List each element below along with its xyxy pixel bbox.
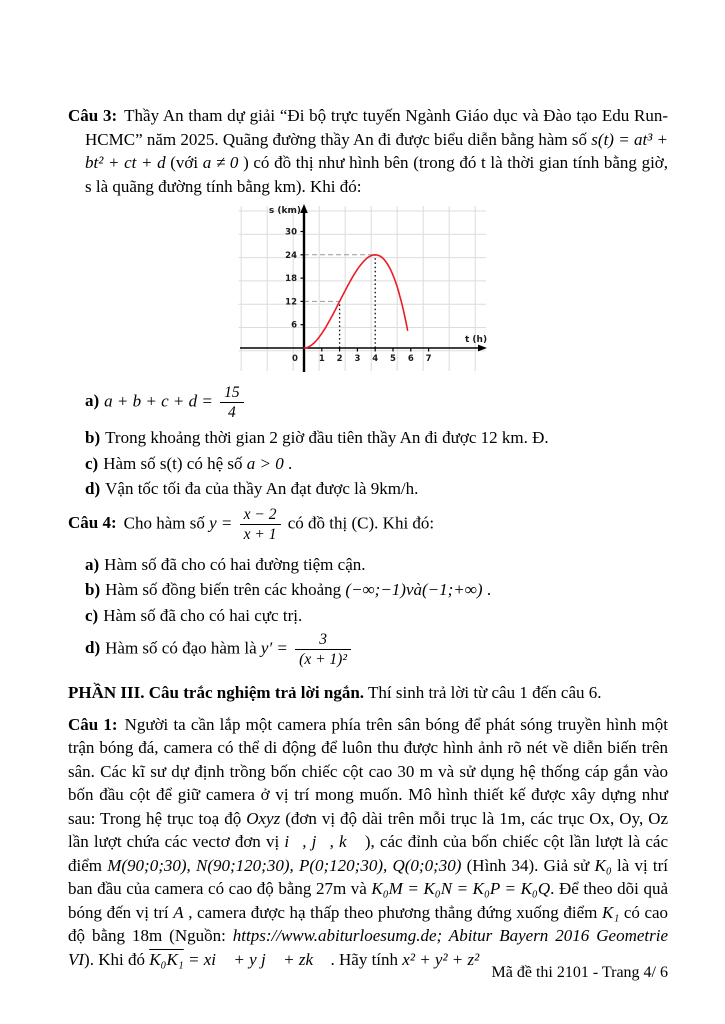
distance-time-chart (238, 202, 488, 374)
question-3 (68, 104, 668, 198)
svg-text:0: 0 (292, 354, 298, 364)
fraction-numerator: 15 (220, 384, 244, 403)
fraction-numerator: x − 2 (240, 506, 281, 525)
q3-option-d (68, 477, 668, 501)
q1-math-unit-vectors: i⃗, j⃗, k⃗ (284, 832, 360, 851)
question-4-label: Câu 4: (68, 512, 117, 532)
svg-text:3: 3 (354, 354, 361, 364)
q4-option-b (68, 578, 668, 602)
q1-math-distances: K₀M = K₀N = K₀P = K₀Q (371, 879, 551, 898)
svg-text:24: 24 (285, 250, 297, 261)
q4-text-2: có đồ thị (C). Khi đó: (287, 512, 435, 532)
q1-math-k1: K₁ (601, 902, 620, 922)
question-3-label: Câu 3: (68, 106, 118, 125)
q4-option-c-text: Hàm số đã cho có hai cực trị. (103, 605, 303, 625)
q3-formula: s(t) = at³ + bt² + ct + d (85, 129, 668, 172)
fraction-denominator: (x + 1)² (299, 651, 347, 668)
fraction (220, 384, 244, 421)
part-3-title: PHẦN III. Câu trắc nghiệm trả lời ngắn. (68, 683, 365, 702)
q1-text-4: (Hình 34). Giả sử (466, 855, 590, 875)
q1-text-6: . Để theo dõi quả bóng đến vị trí (68, 879, 669, 922)
svg-text:4: 4 (372, 354, 379, 364)
q4-text-1: Cho hàm số (123, 512, 205, 532)
q4-option-d-math: y′ = (260, 638, 288, 658)
fraction-numerator: 3 (295, 631, 351, 650)
q3-graph (238, 202, 488, 374)
q3-options (68, 384, 668, 501)
page-footer: Mã đề thi 2101 - Trang 4/ 6 (491, 964, 668, 981)
question-1-label: Câu 1: (68, 714, 118, 734)
q3-option-c-text: Hàm số s(t) có hệ số (103, 453, 243, 473)
svg-text:t (h): t (h) (465, 335, 488, 345)
q3-option-c-math: a > 0 (246, 453, 284, 473)
q1-text-10: . Hãy tính (330, 949, 399, 969)
q3-text-2: (với (170, 153, 199, 172)
q1-text-3: ), các đỉnh của bốn chiếc cột lần lượt là các điểm (68, 832, 669, 875)
q3-option-c (68, 452, 668, 476)
q4-option-a (68, 553, 668, 577)
q4-option-d-label: d) (85, 638, 101, 658)
q4-option-c-label: c) (85, 605, 99, 625)
q4-formula-lhs: y = (209, 512, 233, 532)
q3-option-a-math: a + b + c + d = (104, 391, 213, 411)
q1-math-k0: K₀ (594, 855, 612, 875)
q1-source-link: https://www.abiturloesumg.de; Abitur Bayern 2016 Geometrie VI (68, 926, 668, 969)
q1-math-points: M(90;0;30), N(90;120;30), P(0;120;30), Q(0;0;30) (107, 855, 462, 875)
q1-math-target: x² + y² + z² (402, 949, 480, 969)
svg-text:7: 7 (425, 354, 432, 364)
part-3-instruction: Thí sinh trả lời từ câu 1 đến câu 6. (368, 683, 602, 702)
svg-text:30: 30 (285, 227, 297, 238)
q3-option-c-tail: . (287, 453, 293, 473)
svg-text:18: 18 (285, 274, 297, 285)
svg-text:s (km): s (km) (268, 206, 301, 216)
svg-text:12: 12 (285, 297, 297, 308)
question-1 (68, 713, 668, 972)
q4-option-b-text: Hàm số đồng biến trên các khoảng (105, 580, 342, 599)
svg-text:6: 6 (407, 354, 414, 364)
q3-option-d-text: Vận tốc tối đa của thầy An đạt được là 9km/h. (105, 479, 419, 498)
q4-option-d-text: Hàm số có đạo hàm là (105, 638, 257, 658)
q1-text-5: là vị trí ban đầu của camera có cao độ bằng 27m và (68, 855, 669, 898)
svg-text:5: 5 (390, 354, 396, 364)
q3-text-1: Thầy An tham dự giải “Đi bộ trực tuyến Ngành Giáo dục và Đào tạo Edu Run-HCMC” năm 2025. Quãng đường thầy An đi được biểu diễn bằng hàm số (85, 106, 668, 149)
q1-text-1: Người ta cần lắp một camera phía trên sân bóng để phát sóng truyền hình một trận bóng đá, camera có thể di động để luôn thu được hình ảnh rõ nét về diễn biến trên sân. Các kĩ sư dự định trồng bốn chiếc cột cao 30 m và sử dụng hệ thống cáp gắn vào bốn đầu cột để giữ camera ở vị trí mong muốn. Mô hình thiết kế được xây dựng như sau: Trong hệ trục toạ độ (68, 714, 668, 828)
q4-option-b-label: b) (85, 580, 101, 599)
q3-text-3: ) có đồ thị như hình bên (trong đó t là thời gian tính bằng giờ, s là quãng đường tính bằng km). Khi đó: (85, 153, 669, 196)
q4-option-a-label: a) (85, 554, 100, 574)
q3-option-d-label: d) (85, 479, 101, 498)
q1-text-2: (đơn vị độ dài trên mỗi trục là 1m, các trục Ox, Oy, Oz lần lượt chứa các vectơ đơn vị (68, 808, 669, 851)
q4-option-c (68, 604, 668, 628)
fraction (240, 506, 281, 543)
svg-text:2: 2 (336, 354, 343, 364)
q4-options (68, 553, 668, 669)
fraction-denominator: x + 1 (243, 525, 277, 543)
q3-option-c-label: c) (85, 453, 99, 473)
q3-option-a-label: a) (85, 391, 100, 411)
fraction (295, 631, 351, 668)
q1-math-point-a: A (173, 902, 184, 922)
q3-condition: a ≠ 0 (202, 153, 239, 172)
q3-option-b (68, 426, 668, 450)
q4-option-b-tail: . (486, 580, 492, 599)
q3-option-b-text: Trong khoảng thời gian 2 giờ đầu tiên thầy An đi được 12 km. Đ. (105, 428, 549, 447)
q3-option-a (68, 384, 668, 421)
q1-math-vector-k0k1: K₀K₁ (149, 949, 184, 969)
q1-math-vector-eq: = xi⃗ + y j⃗ + zk⃗ (187, 949, 327, 969)
q3-option-b-label: b) (85, 428, 101, 447)
page-content (68, 104, 668, 971)
svg-text:6: 6 (291, 320, 297, 331)
fraction-denominator: 4 (227, 404, 236, 421)
q4-option-b-math: (−∞;−1)và(−1;+∞) (345, 580, 483, 599)
q1-text-9: ). Khi đó (84, 949, 145, 969)
q4-option-d (68, 631, 668, 668)
q1-text-8: có cao độ bằng 18m (Nguồn: (68, 902, 669, 945)
question-4 (68, 506, 668, 543)
q4-option-a-text: Hàm số đã cho có hai đường tiệm cận. (104, 554, 366, 574)
svg-text:1: 1 (318, 354, 325, 364)
q1-math-oxyz: Oxyz (246, 808, 281, 828)
q1-text-7: , camera được hạ thấp theo phương thẳng đứng xuống điểm (188, 902, 598, 922)
part-3-heading (68, 681, 668, 705)
